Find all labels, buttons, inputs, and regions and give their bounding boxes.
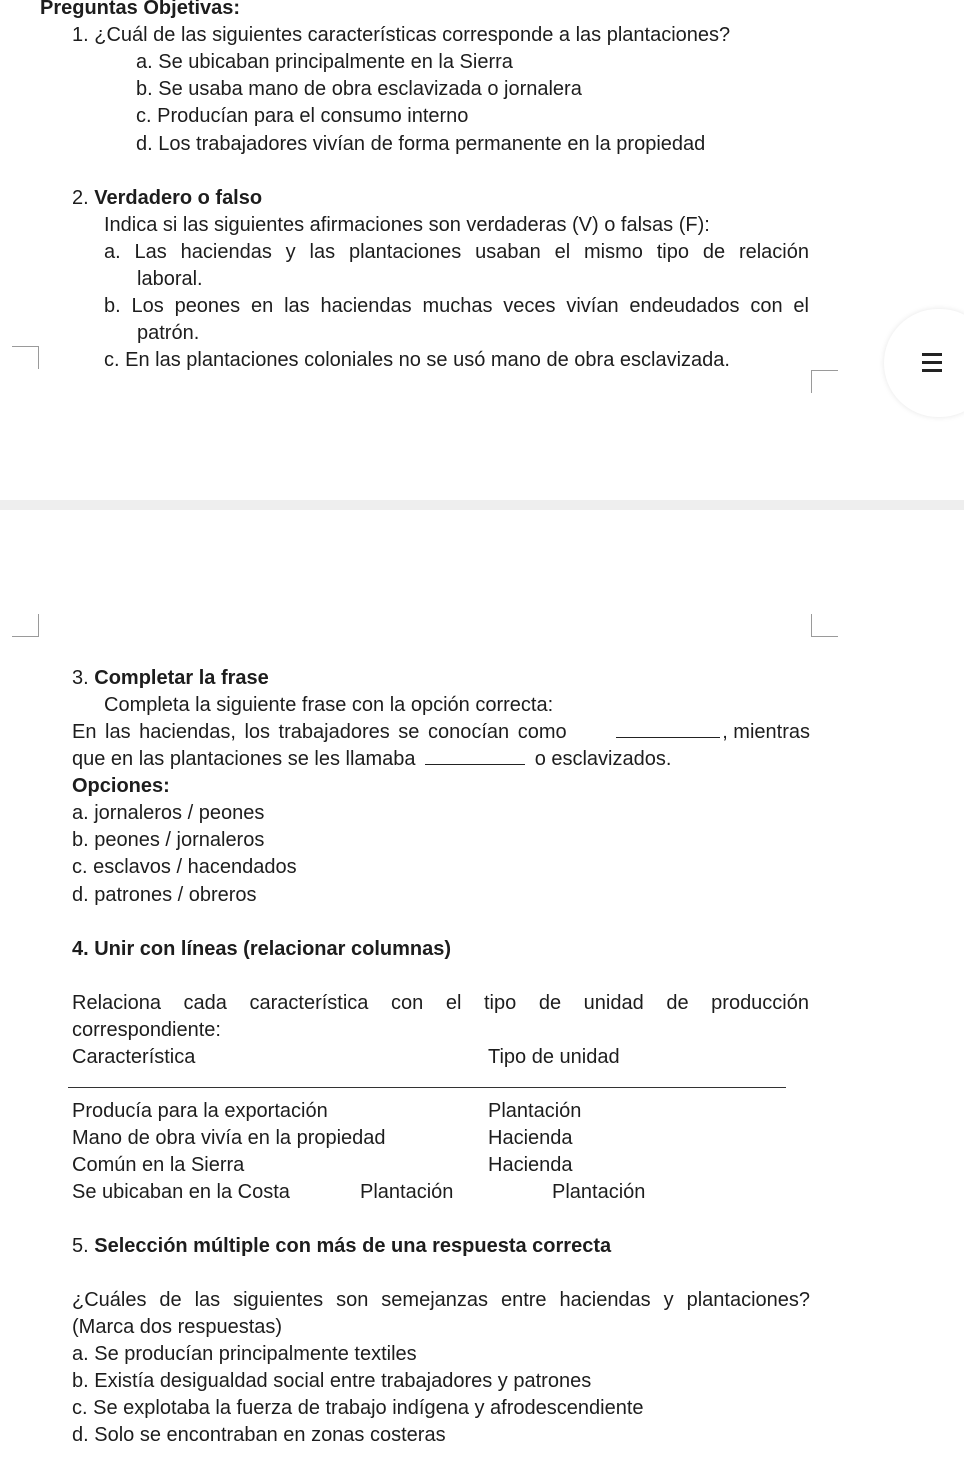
q2-statement-c: c. En las plantaciones coloniales no se usó mano de obra esclavizada. [104, 349, 730, 371]
q3-sentence-part4: o esclavizados. [534, 748, 672, 770]
q4-row-4-right: Plantación [552, 1181, 646, 1203]
q1-option-d: d. Los trabajadores vivían de forma permanente en la propiedad [136, 133, 706, 155]
q3-sentence-line1 [72, 719, 810, 746]
q3-sentence-line2 [72, 746, 671, 773]
q2-statement-b-cont: patrón. [137, 322, 200, 344]
q5-option-a: a. Se producían principalmente textiles [72, 1343, 417, 1365]
q5-option-b: b. Existía desigualdad social entre trabajadores y patrones [72, 1370, 592, 1392]
crop-corner-top-right [811, 370, 838, 393]
q4-row-4-middle: Plantación [360, 1181, 454, 1203]
q3-heading [72, 665, 269, 692]
q1-option-a: a. Se ubicaban principalmente en la Sierra [136, 51, 513, 73]
q4-row-4-left: Se ubicaban en la Costa [72, 1181, 290, 1203]
q2-number: 2. [72, 187, 89, 209]
q4-instruction-cont: correspondiente: [72, 1019, 221, 1041]
q1-question: 1. ¿Cuál de las siguientes características corresponde a las plantaciones? [72, 24, 731, 46]
crop-corner-bottom-right [811, 614, 838, 637]
q3-option-a: a. jornaleros / peones [72, 802, 265, 824]
q3-options-label: Opciones: [72, 775, 170, 797]
q2-statement-a-cont: laboral. [137, 268, 203, 290]
q4-row-3-left: Común en la Sierra [72, 1154, 245, 1176]
crop-corner-bottom-left [12, 614, 39, 637]
q3-title: Completar la frase [94, 667, 269, 689]
q3-instruction: Completa la siguiente frase con la opción correcta: [104, 694, 554, 716]
q5-heading [72, 1233, 611, 1260]
q4-title: 4. Unir con líneas (relacionar columnas) [72, 938, 452, 960]
q3-blank-1[interactable] [616, 719, 720, 738]
q3-option-c: c. esclavos / hacendados [72, 856, 297, 878]
q4-instruction: Relaciona cada característica con el tipo de unidad de producción [72, 992, 809, 1014]
q1-option-c: c. Producían para el consumo interno [136, 105, 469, 127]
q5-option-d: d. Solo se encontraban en zonas costeras [72, 1424, 446, 1446]
q3-number: 3. [72, 667, 89, 689]
q2-title: Verdadero o falso [94, 187, 263, 209]
q3-option-b: b. peones / jornaleros [72, 829, 265, 851]
q4-col-left-header: Característica [72, 1046, 196, 1068]
q4-row-3-right: Hacienda [488, 1154, 573, 1176]
q4-row-2-right: Hacienda [488, 1127, 573, 1149]
q3-sentence-part1: En las haciendas, los trabajadores se conocían como [72, 721, 567, 743]
q4-row-2-left: Mano de obra vivía en la propiedad [72, 1127, 386, 1149]
q2-statement-b: b. Los peones en las haciendas muchas veces vivían endeudados con el [104, 295, 809, 317]
q3-option-d: d. patrones / obreros [72, 884, 257, 906]
q5-title: Selección múltiple con más de una respuesta correcta [94, 1235, 612, 1257]
q4-row-1-right: Plantación [488, 1100, 582, 1122]
q3-blank-2[interactable] [425, 746, 525, 765]
q5-option-c: c. Se explotaba la fuerza de trabajo indígena y afrodescendiente [72, 1397, 644, 1419]
q2-instruction: Indica si las siguientes afirmaciones son verdaderas (V) o falsas (F): [104, 214, 710, 236]
menu-button[interactable] [884, 309, 964, 417]
q3-sentence-part3: que en las plantaciones se les llamaba [72, 748, 416, 770]
q4-col-right-header: Tipo de unidad [488, 1046, 620, 1068]
q4-header-rule [68, 1087, 786, 1088]
q5-number: 5. [72, 1235, 89, 1257]
page-separator [0, 500, 964, 510]
q5-question: ¿Cuáles de las siguientes son semejanzas entre haciendas y plantaciones? [72, 1289, 810, 1311]
q3-sentence-part2: , mientras [722, 721, 810, 743]
crop-corner-top-left [12, 346, 39, 369]
q4-row-1-left: Producía para la exportación [72, 1100, 328, 1122]
q5-question-note: (Marca dos respuestas) [72, 1316, 283, 1338]
q1-option-b: b. Se usaba mano de obra esclavizada o jornalera [136, 78, 582, 100]
q2-statement-a: a. Las haciendas y las plantaciones usaban el mismo tipo de relación [104, 241, 809, 263]
q2-heading [72, 185, 262, 212]
page-title: Preguntas Objetivas: [40, 0, 241, 19]
